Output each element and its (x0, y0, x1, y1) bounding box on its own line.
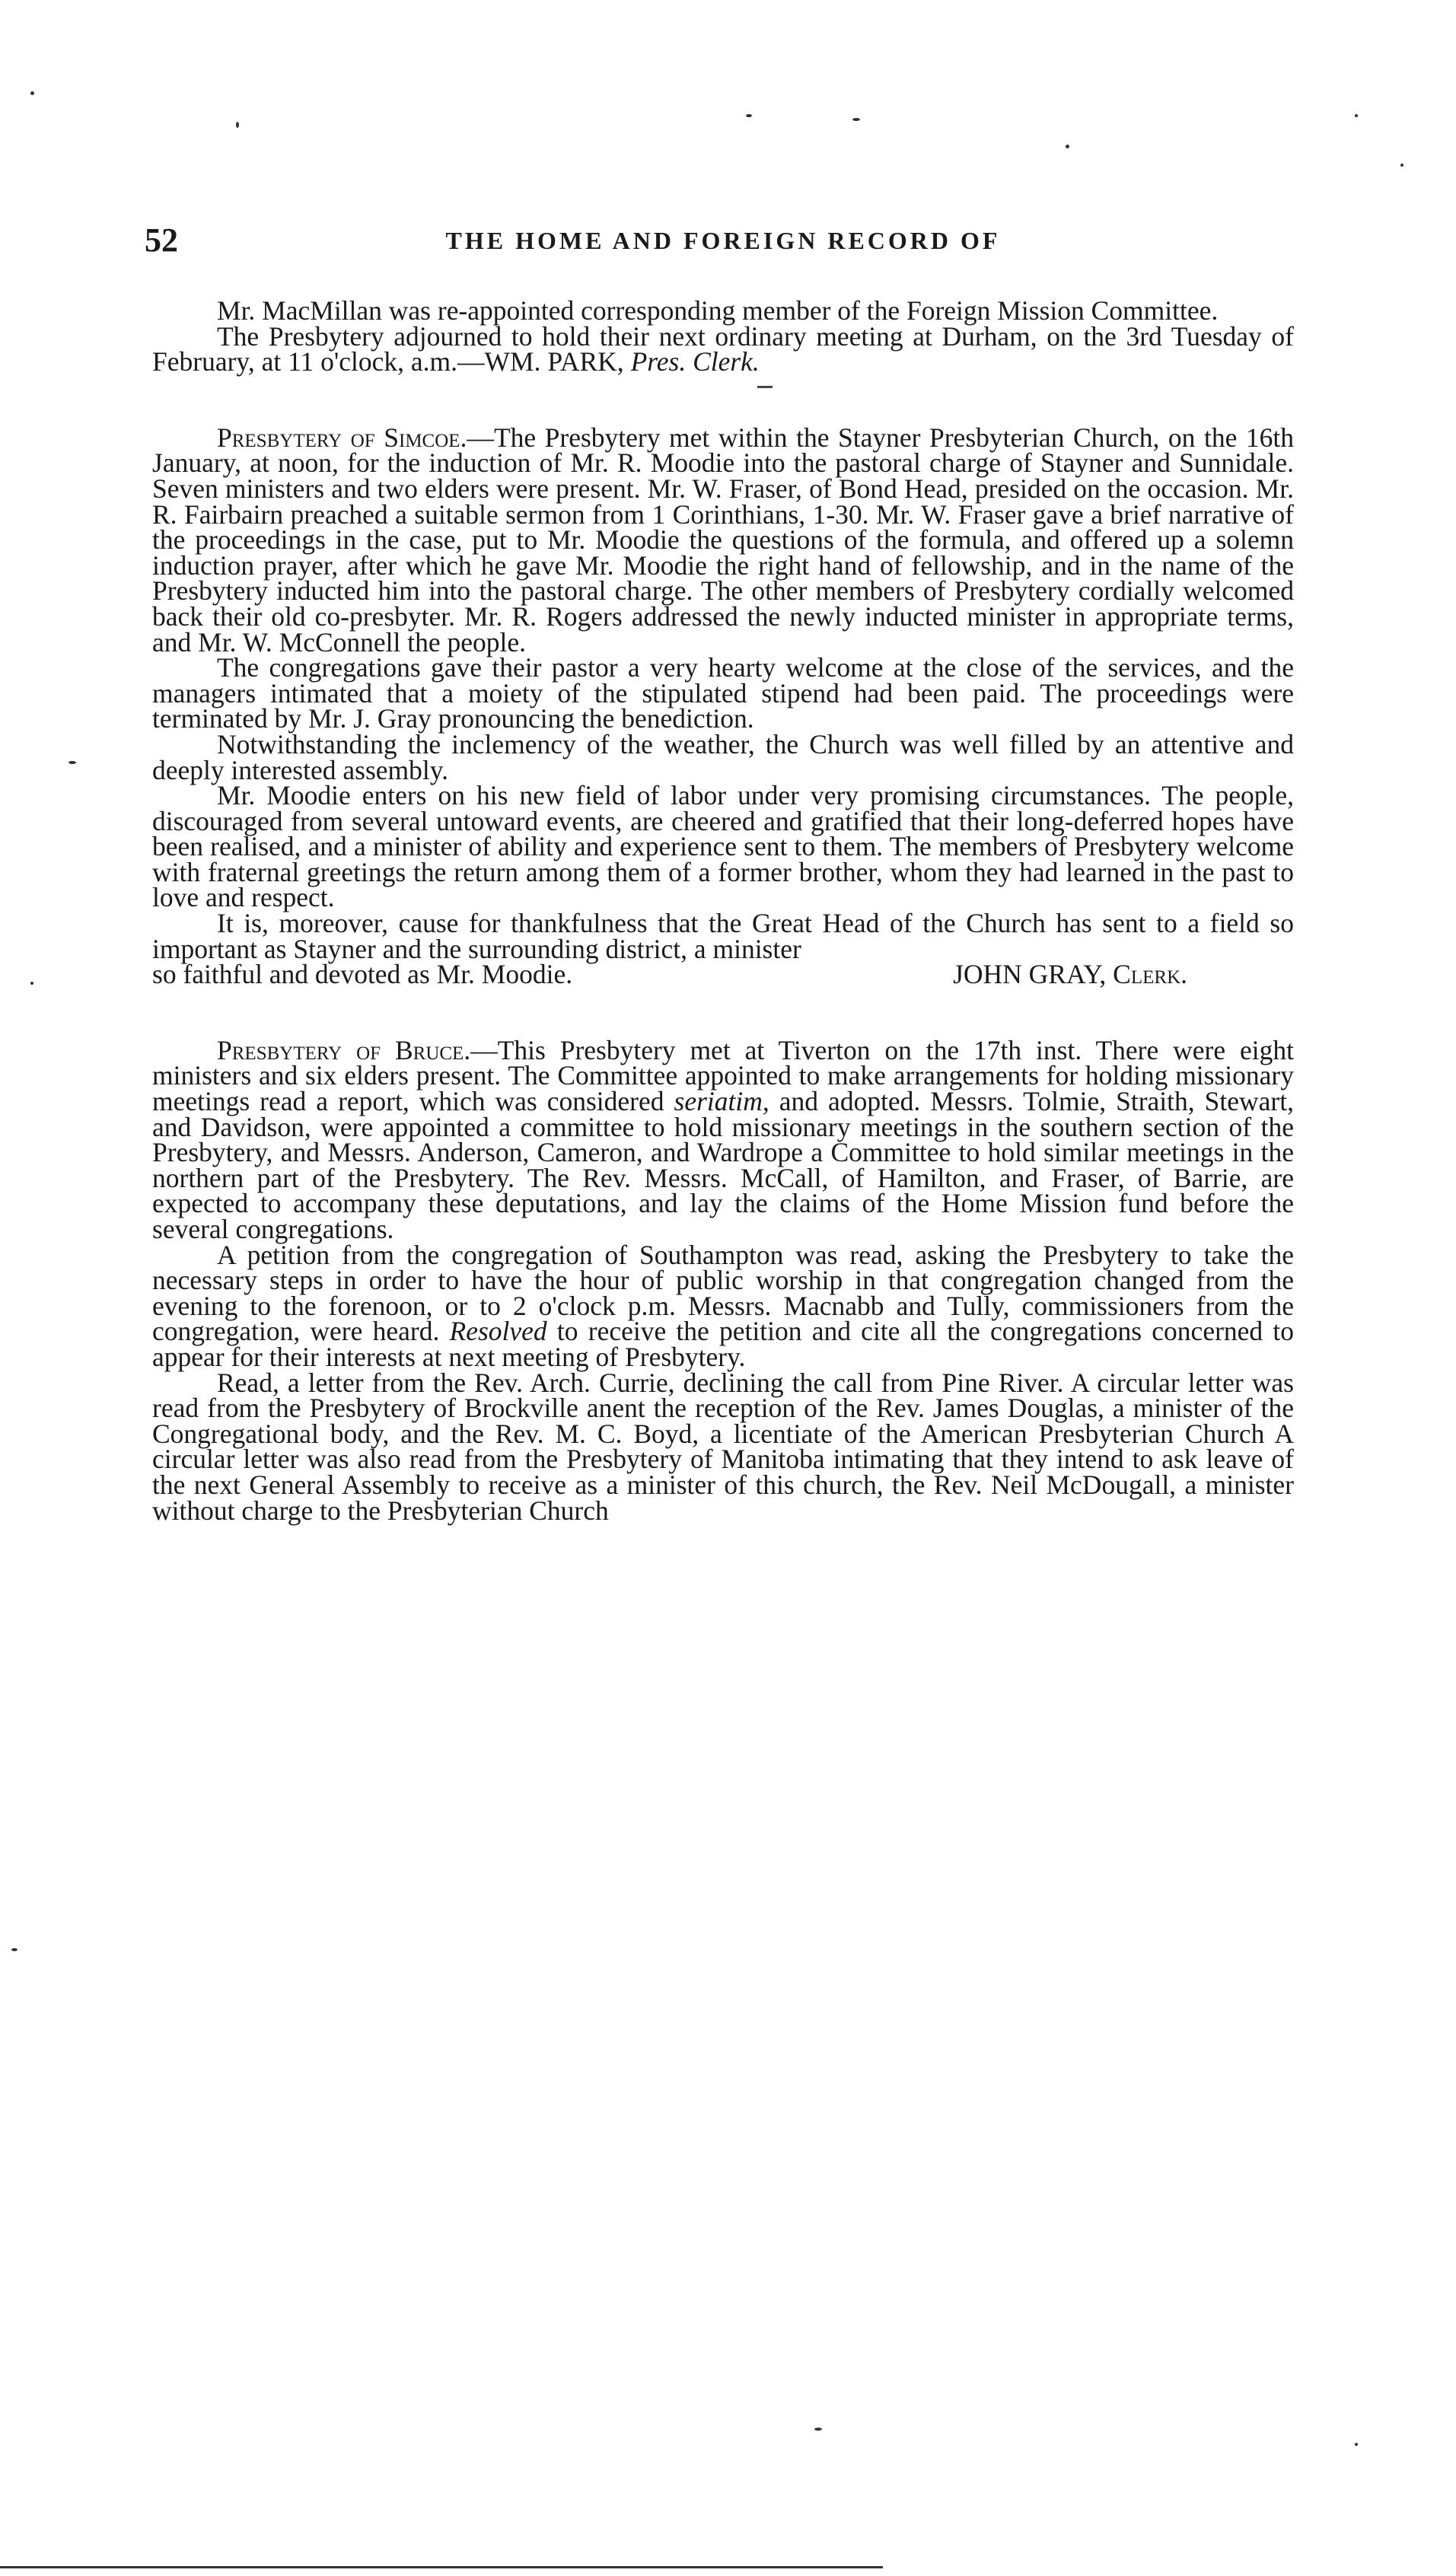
page-number: 52 (145, 221, 178, 259)
paragraph: Mr. Moodie enters on his new field of labor under very promising circumstances. The people, discouraged from several untoward events, are cheered and gratified that their long-deferred hopes have been realised, and a minister of ability and experience sent to them. The members of Presbytery welcome with fraternal greetings the return among them of a former brother, whom they had learned in the past to love and respect. (152, 780, 1294, 913)
signature-title: Clerk. (1113, 959, 1187, 990)
print-speck (68, 761, 76, 764)
print-speck (852, 118, 860, 121)
print-speck (1066, 145, 1069, 148)
signature (953, 959, 1187, 990)
paragraph-text: —The Presbytery met within the Stayner Presbyterian Church, on the 16th January, at noon, for the induction of Mr. R. Moodie into the pastoral charge of Stayner and Sunnidale. Seven ministers and two elders were present. Mr. W. Fraser, of Bond Head, presided on the occasion. Mr. R. Fairbairn preached a suitable sermon from 1 Corinthians, 1-30. Mr. W. Fraser gave a brief narrative of the proceedings in the case, put to Mr. Moodie the questions of the formula, and offered up a solemn induction prayer, after which he gave Mr. Moodie the right hand of fellowship, and in the name of the Presbytery inducted him into the pastoral charge. The other members of Presbytery cordially welcomed back their old co-presbyter. Mr. R. Rogers addressed the newly inducted minister in appropriate terms, and Mr. W. McConnell the people. (152, 422, 1294, 658)
paragraph-text: so faithful and devoted as Mr. Moodie. (152, 959, 573, 990)
print-speck (11, 1948, 18, 1951)
paragraph-text: —This Presbytery met at Tiverton on the 17th inst. There were eight ministers and six elders present. The Committee appointed to make arrangements for holding missionary meetings read a report, which was considered (152, 1034, 1294, 1117)
print-speck (1355, 2443, 1358, 2446)
bottom-edge-rule (0, 2566, 883, 2568)
section-bruce (152, 1034, 1294, 1244)
paragraph-text: The Presbytery adjourned to hold their next ordinary meeting at Durham, on the 3rd Tuesday of February, at 11 o'clock, a.m.—WM. PARK, (152, 320, 1294, 377)
paragraph (152, 1239, 1294, 1372)
paragraph: The congregations gave their pastor a very hearty welcome at the close of the services, and the managers intimated that a moiety of the stipulated stipend had been paid. The proceedings were terminated by Mr. J. Gray pronouncing the benediction. (152, 652, 1294, 734)
print-speck (1355, 114, 1358, 117)
paragraph-text: to receive the petition and cite all the congregations concerned to appear for their interests at next meeting of Presbytery. (152, 1316, 1294, 1372)
print-speck (30, 982, 33, 985)
paragraph: Mr. MacMillan was re-appointed corresponding member of the Foreign Mission Committee. (217, 295, 1219, 326)
section-heading: Presbytery of Simcoe. (217, 422, 467, 453)
print-speck (1400, 164, 1403, 167)
section-divider (152, 375, 1294, 400)
italic-term: seriatim, (674, 1086, 769, 1117)
paragraph: Notwithstanding the inclemency of the weather, the Church was well filled by an attentive and deeply interested assembly. (152, 728, 1294, 785)
paragraph-text: and adopted. Messrs. Tolmie, Straith, Stewart, and Davidson, were appointed a committee to hold missionary meetings in the southern section of the Presbytery, and Messrs. Anderson, Cameron, and Wardrope a Committee to hold similar meetings in the northern part of the Presbytery. The Rev. Messrs. McCall, of Hamilton, and Fraser, of Barrie, are expected to accompany these deputations, and lay the claims of the Home Mission fund before the several congregations. (152, 1086, 1294, 1244)
section-gap (152, 988, 1294, 1038)
italic-term: Resolved (449, 1316, 547, 1347)
print-speck (30, 91, 34, 95)
print-speck (814, 2428, 822, 2431)
running-title: THE HOME AND FOREIGN RECORD OF (445, 227, 1001, 254)
signature-line (152, 959, 1294, 990)
paragraph: It is, moreover, cause for thankfulness that the Great Head of the Church has sent to a field so important as Stayner and the surrounding district, a minister (152, 908, 1294, 964)
signature-title: Pres. Clerk. (630, 346, 760, 377)
article-body (152, 295, 1294, 1526)
section-heading: Presbytery of Bruce. (217, 1034, 471, 1065)
print-speck (236, 122, 239, 128)
page-header (145, 221, 1301, 266)
section-simcoe (152, 422, 1294, 658)
paragraph-text: A petition from the congregation of Southampton was read, asking the Presbytery to take the necessary steps in order to have the hour of public worship in that congregation changed from the evening to the forenoon, or to 2 o'clock p.m. Messrs. Macnabb and Tully, commissioners from the congregation, were heard. (152, 1239, 1294, 1347)
paragraph: Read, a letter from the Rev. Arch. Currie, declining the call from Pine River. A circular letter was read from the Presbytery of Brockville anent the reception of the Rev. James Douglas, a minister of the Congregational body, and the Rev. M. C. Boyd, a licentiate of the American Presbyterian Church A circular letter was also read from the Presbytery of Manitoba intimating that they intend to ask leave of the next General Assembly to receive as a minister of this church, the Rev. Neil McDougall, a minister without charge to the Presbyterian Church (152, 1367, 1294, 1526)
paragraph (152, 320, 1294, 377)
print-speck (746, 114, 752, 117)
signature-name: JOHN GRAY, (953, 959, 1107, 990)
